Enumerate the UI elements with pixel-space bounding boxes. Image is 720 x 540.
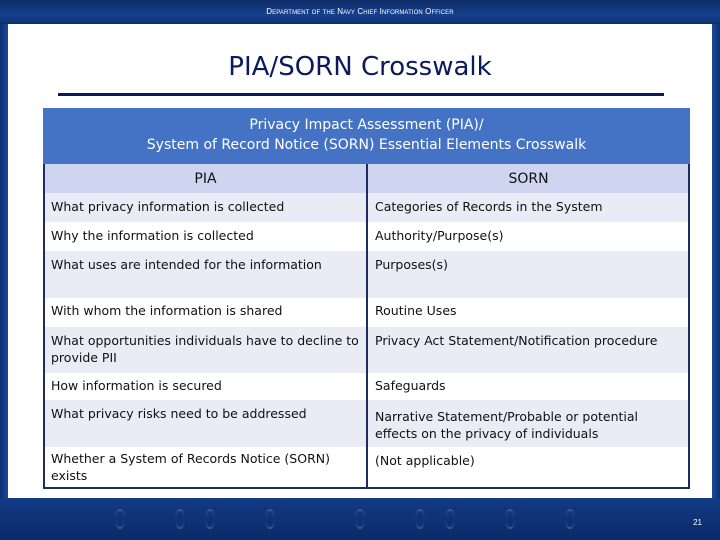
page-number: 21 — [693, 518, 702, 527]
pia-cell: How information is secured — [51, 378, 222, 393]
table-heading — [43, 108, 690, 164]
pia-cell: What privacy information is collected — [51, 199, 285, 214]
table-heading-line2: System of Record Notice (SORN) Essential Elements Crosswalk — [146, 137, 587, 153]
bottom-banner — [0, 498, 720, 540]
sorn-cell: Routine Uses — [375, 303, 457, 318]
column-header-sorn: SORN — [508, 171, 549, 187]
sorn-cell: Narrative Statement/Probable or potential effects on the privacy of individuals — [375, 409, 639, 441]
pia-cell: Why the information is collected — [51, 228, 254, 243]
sorn-cell: Privacy Act Statement/Notification procedure — [375, 333, 658, 348]
column-header-pia: PIA — [194, 171, 217, 187]
column-divider — [366, 164, 368, 489]
slide-title: PIA/SORN Crosswalk — [228, 52, 492, 82]
pia-cell: What opportunities individuals have to decline to provide PII — [51, 333, 359, 365]
pia-cell: With whom the information is shared — [51, 303, 283, 318]
left-border — [0, 24, 8, 510]
sorn-cell: Categories of Records in the System — [375, 199, 603, 214]
sorn-cell: (Not applicable) — [375, 453, 475, 468]
right-border — [712, 24, 720, 510]
department-label: Department of the Navy Chief Information Officer — [266, 7, 454, 16]
sorn-cell: Purposes(s) — [375, 257, 448, 272]
pia-cell: What privacy risks need to be addressed — [51, 406, 307, 421]
sorn-cell: Authority/Purpose(s) — [375, 228, 504, 243]
pia-cell: Whether a System of Records Notice (SORN) exists — [51, 451, 330, 483]
sorn-cell: Safeguards — [375, 378, 446, 393]
pia-cell: What uses are intended for the information — [51, 257, 322, 272]
table-heading-line1: Privacy Impact Assessment (PIA)/ — [249, 117, 484, 133]
title-underline — [58, 93, 664, 96]
binary-pattern-graphic — [40, 502, 680, 536]
